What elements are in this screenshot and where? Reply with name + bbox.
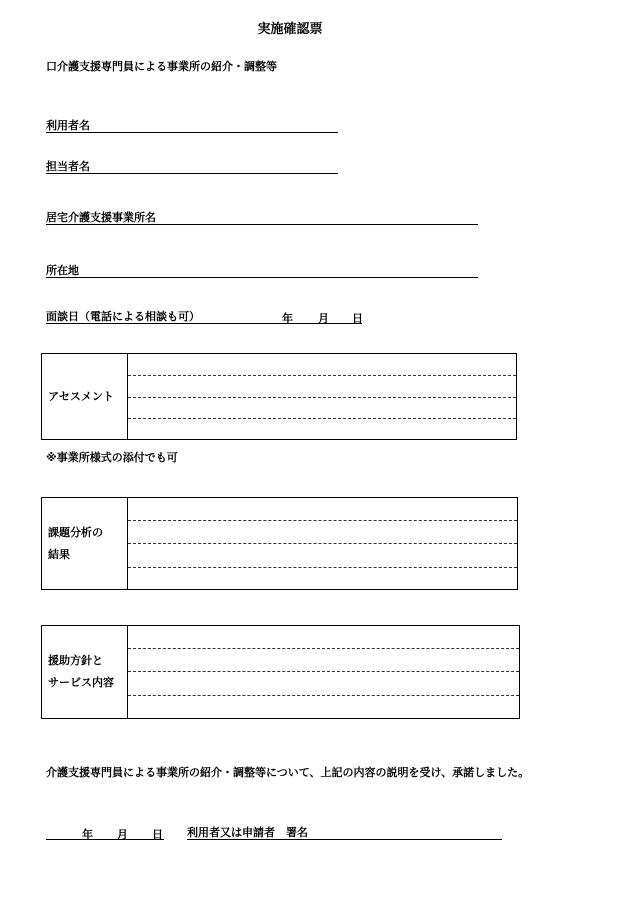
dashed-line [128,375,516,376]
dashed-line [128,567,517,568]
dashed-line [128,695,519,696]
interview-date-label: 面談日（電話による相談も可） [46,310,200,323]
staff-name-label: 担当者名 [46,160,90,173]
user-name-field[interactable] [46,132,338,133]
interview-year-label: 年 [282,312,293,325]
interview-date-field[interactable] [46,323,362,324]
office-name-label: 居宅介護支援事業所名 [46,211,156,224]
assessment-box[interactable] [41,353,517,440]
dashed-line [128,397,516,398]
assessment-note: ※事業所様式の添付でも可 [46,451,178,464]
interview-day-label: 日 [352,312,363,325]
signature-year-label: 年 [82,828,93,841]
office-name-field[interactable] [46,224,478,225]
assessment-label: アセスメント [42,354,128,439]
signature-day-label: 日 [152,828,163,841]
signature-label: 利用者又は申請者 署名 [187,826,308,839]
interview-month-label: 月 [318,312,329,325]
signature-month-label: 月 [117,828,128,841]
dashed-line [128,543,517,544]
page-title: 実施確認票 [257,22,323,37]
dashed-line [128,418,516,419]
location-label: 所在地 [46,264,79,277]
signature-date-field[interactable] [46,839,164,840]
dashed-line [128,520,517,521]
section-heading: 口介護支援専門員による事業所の紹介・調整等 [46,60,277,73]
issue-analysis-label: 課題分析の 結果 [42,498,128,589]
dashed-line [128,671,519,672]
signature-field[interactable] [187,839,502,840]
support-policy-box[interactable] [41,625,520,719]
issue-analysis-box[interactable] [41,497,518,590]
support-policy-label: 援助方針と サービス内容 [42,626,128,718]
location-field[interactable] [46,277,478,278]
user-name-label: 利用者名 [46,119,90,132]
staff-name-field[interactable] [46,173,338,174]
dashed-line [128,648,519,649]
consent-statement: 介護支援専門員による事業所の紹介・調整等について、上記の内容の説明を受け、承諾しました。 [46,766,530,779]
